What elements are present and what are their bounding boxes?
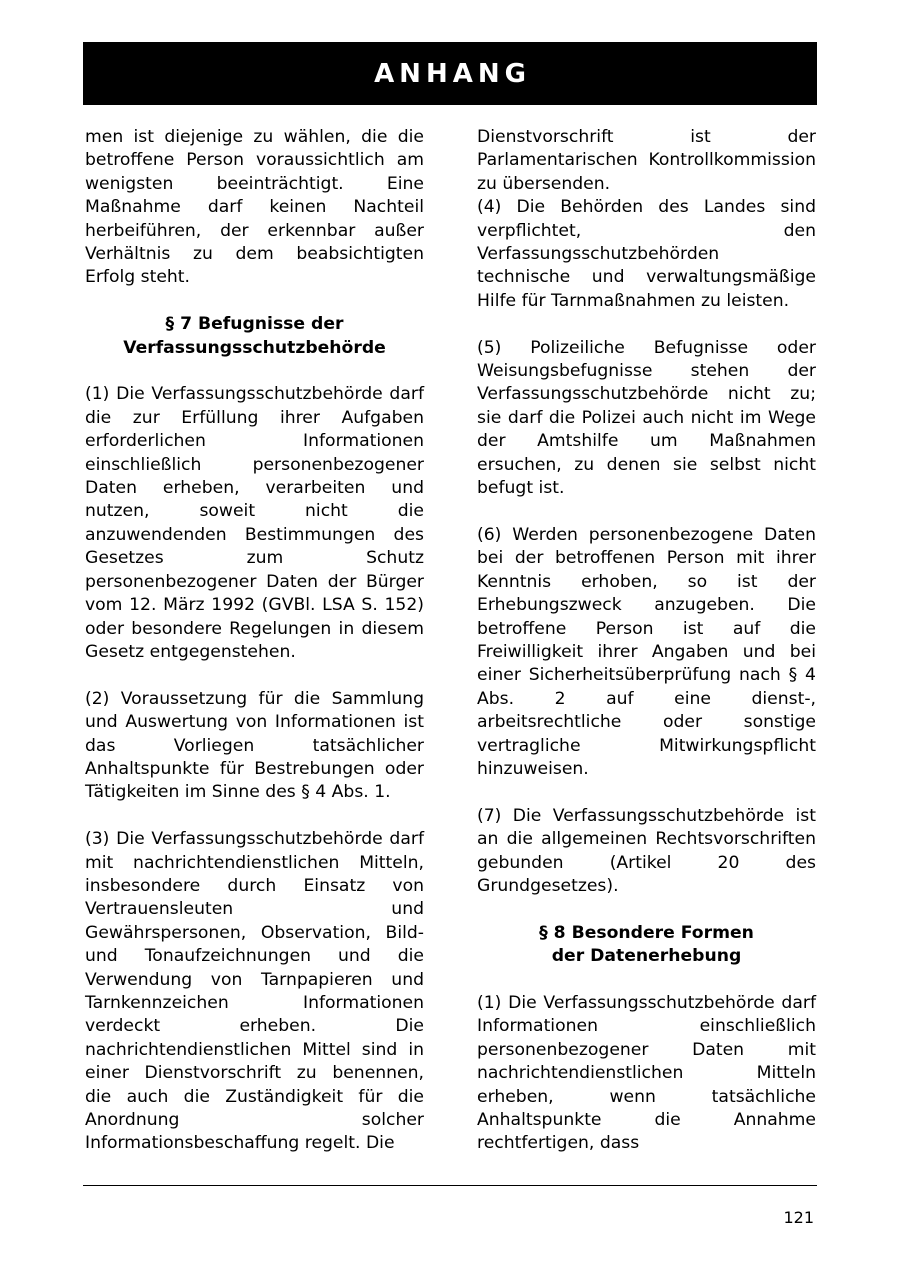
section-7-heading-line1: § 7 Befugnisse der [165,314,344,335]
section-7-heading-line2: Verfassungsschutzbehörde [123,337,386,358]
section-8-heading-line2: der Datenerhebung [551,946,742,967]
paragraph-intro: men ist diejenige zu wählen, die die betroffene Person voraussichtlich am wenigsten beeinträchtigt. Eine Maßnahme darf keinen Nachteil herbeiführen, der erkennbar außer Verhältnis zu dem beabsichtigten Erfolg steht. [85,127,424,288]
paragraph-7-4: (4) Die Behörden des Landes sind verpflichtet, den Verfassungsschutzbehörden technische und verwaltungsmäßige Hilfe für Tarnmaßnahmen zu leisten. [477,197,816,311]
paragraph-7-1: (1) Die Verfassungsschutzbehörde darf die zur Erfüllung ihrer Aufgaben erforderlichen Informationen einschließlich personenbezogener Daten erheben, verarbeiten und nutzen, soweit nicht die anzuwendenden Bestimmungen des Gesetzes zum Schutz personenbezogener Daten der Bürger vom 12. März 1992 (GVBl. LSA S. 152) oder besondere Regelungen in diesem Gesetz entgegenstehen. [85,384,424,662]
paragraph-7-6: (6) Werden personenbezogene Daten bei der betroffenen Person mit ihrer Kenntnis erhoben, so ist der Erhebungszweck anzugeben. Die betroffene Person ist auf die Freiwilligkeit ihrer Angaben und bei einer Sicherheitsüberprüfung nach § 4 Abs. 2 auf eine dienst-, arbeitsrechtliche oder sonstige vertragliche Mitwirkungspflicht hinzuweisen. [477,524,816,779]
section-title: ANHANG [374,58,531,89]
paragraph-8-1: (1) Die Verfassungsschutzbehörde darf Informationen einschließlich personenbezogener Daten mit nachrichtendienstlichen Mitteln erheben, wenn tatsächliche Anhaltspunkte die Annahme rechtfertigen, dass [477,992,816,1154]
paragraph-7-5: (5) Polizeiliche Befugnisse oder Weisungsbefugnisse stehen der Verfassungsschutzbehörde nicht zu; sie darf die Polizei auch nicht im Wege der Amtshilfe um Maßnahmen ersuchen, zu denen sie selbst nicht befugt ist. [477,337,816,499]
section-header-bar [83,42,817,105]
paragraph-7-2: (2) Voraussetzung für die Sammlung und Auswertung von Informationen ist das Vorliegen tatsächlicher Anhaltspunkte für Bestrebungen oder Tätigkeiten im Sinne des § 4 Abs. 1. [85,688,424,803]
footer-divider [83,1185,817,1186]
left-column [85,126,424,1156]
paragraph-7-3: (3) Die Verfassungsschutzbehörde darf mit nachrichtendienstlichen Mitteln, insbesondere durch Einsatz von Vertrauensleuten und Gewährspersonen, Observation, Bild- und Tonaufzeichnungen und die Verwendung von Tarnpapieren und Tarnkennzeichen Informationen verdeckt erheben. Die nachrichtendienstlichen Mittel sind in einer Dienstvorschrift zu benennen, die auch die Zuständigkeit für die Anordnung solcher Informationsbeschaffung regelt. Die [85,829,424,1154]
paragraph-7-7: (7) Die Verfassungsschutzbehörde ist an die allgemeinen Rechtsvorschriften gebunden (Artikel 20 des Grundgesetzes). [477,805,816,896]
page-number: 121 [783,1208,814,1227]
section-7-heading [85,313,424,360]
section-8-heading [477,922,816,969]
section-8-heading-line1: § 8 Besondere Formen [539,922,754,943]
right-column [477,126,816,1156]
paragraph-7-3-continued: Dienstvorschrift ist der Parlamentarischen Kontrollkommission zu übersenden. [477,127,816,194]
